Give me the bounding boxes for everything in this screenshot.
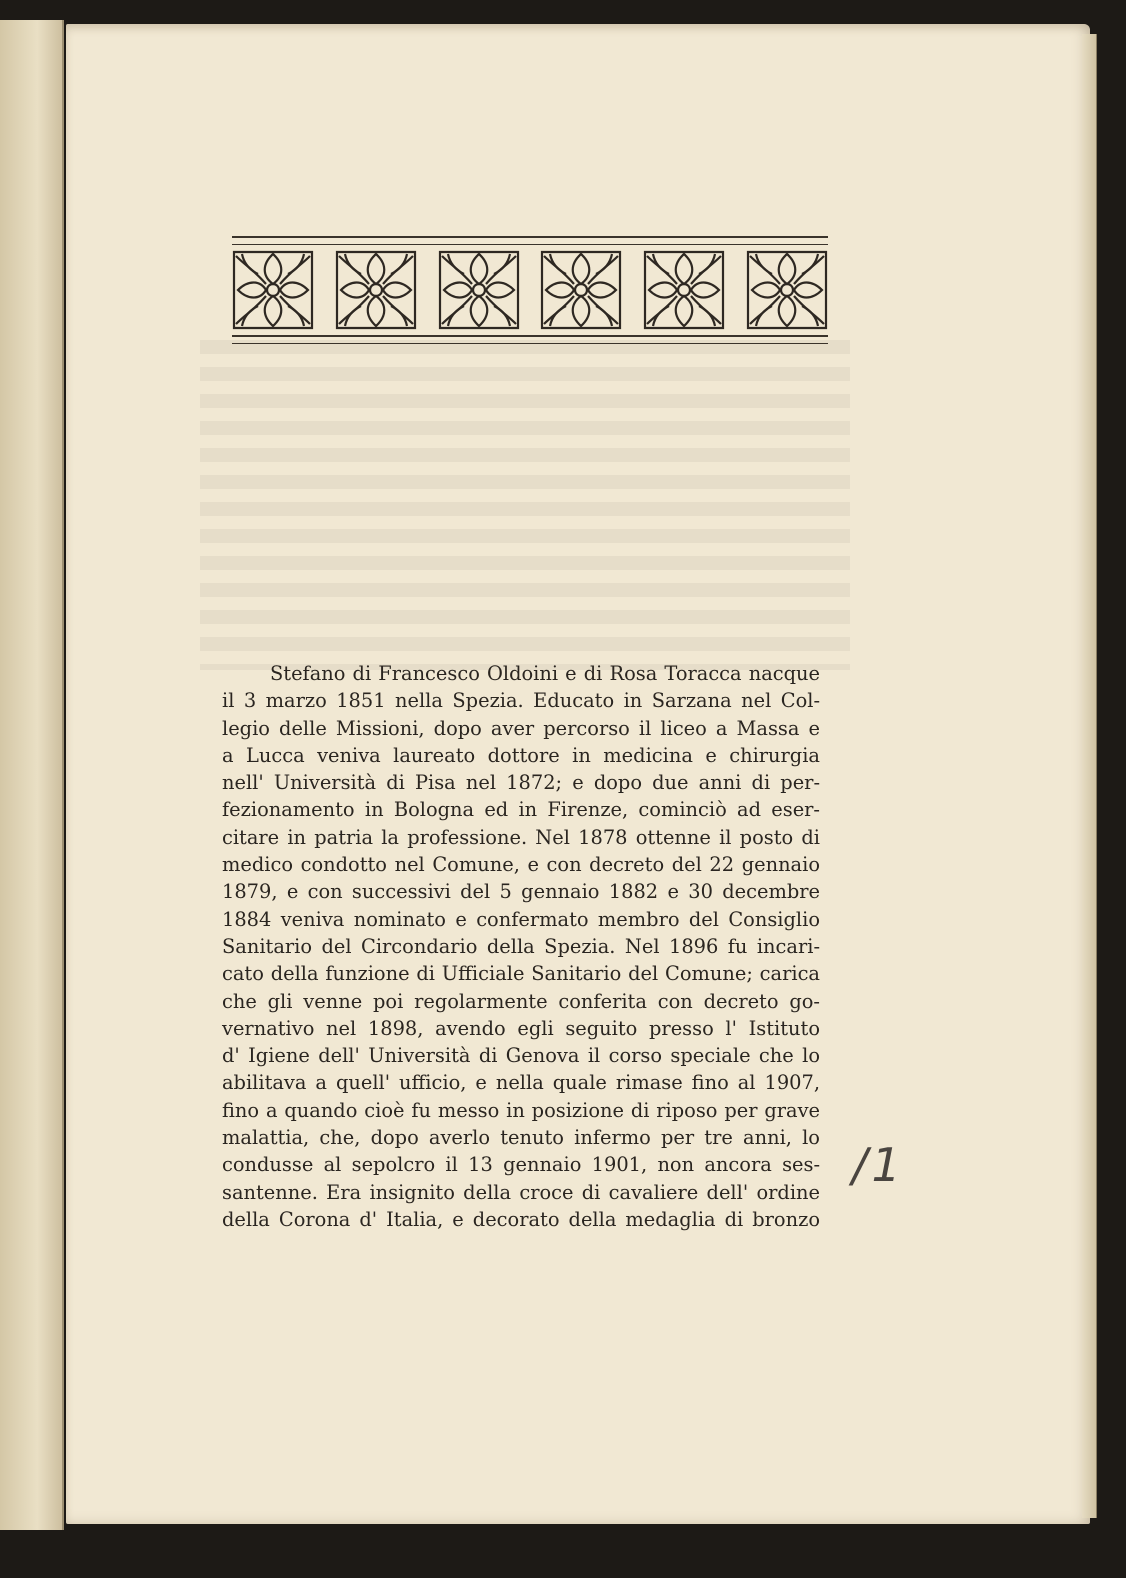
ornament-tile [540,250,622,330]
text-line: d' Igiene dell' Università di Genova il corso speciale che lo [222,1044,820,1068]
left-page-edge [0,20,64,1530]
text-line: Stefano di Francesco Oldoini e di Rosa Toracca nacque [270,662,820,685]
text-line: abilitava a quell' ufficio, e nella quale rimase fino al 1907, [222,1071,820,1095]
text-line: medico condotto nel Comune, e con decreto del 22 gennaio [222,853,820,877]
text-line: il 3 marzo 1851 nella Spezia. Educato in Sarzana nel Col- [222,689,820,713]
handwritten-annotation: /1 [852,1138,905,1192]
decorative-header-band [232,236,828,344]
ornament-tile [643,250,725,330]
text-line: fezionamento in Bologna ed in Firenze, cominciò ad eser- [222,798,820,822]
text-line: nell' Università di Pisa nel 1872; e dopo due anni di per- [222,771,820,795]
text-line: 1879, e con successivi del 5 gennaio 1882 e 30 decembre [222,880,820,904]
text-line: malattia, che, dopo averlo tenuto infermo per tre anni, lo [222,1126,820,1150]
text-line: vernativo nel 1898, avendo egli seguito presso l' Istituto [222,1016,820,1040]
text-line: della Corona d' Italia, e decorato della medaglia di bronzo [222,1207,820,1231]
text-line: a Lucca veniva laureato dottore in medicina e chirurgia [222,743,820,767]
text-line: che gli venne poi regolarmente conferita con decreto go- [222,989,820,1013]
body-text [222,660,820,1233]
ornament-tile [335,250,417,330]
ornament-tile [232,250,314,330]
text-line: fino a quando cioè fu messo in posizione di riposo per grave [222,1098,820,1122]
ornament-tile [438,250,520,330]
ornament-top-rule [232,236,828,245]
ornament-tile [746,250,828,330]
page-edge [1082,34,1097,1518]
text-line: legio delle Missioni, dopo aver percorso il liceo a Massa e [222,716,820,740]
text-line: 1884 veniva nominato e confermato membro del Consiglio [222,907,820,931]
text-line: citare in patria la professione. Nel 1878 ottenne il posto di [222,825,820,849]
text-line: santenne. Era insignito della croce di cavaliere dell' ordine [222,1180,820,1204]
text-line: cato della funzione di Ufficiale Sanitario del Comune; carica [222,962,820,986]
text-line: condusse al sepolcro il 13 gennaio 1901, non ancora ses- [222,1153,820,1177]
text-line: Sanitario del Circondario della Spezia. Nel 1896 fu incari- [222,934,820,958]
ornament-bottom-rule [232,335,828,344]
ornament-tiles [232,250,828,330]
